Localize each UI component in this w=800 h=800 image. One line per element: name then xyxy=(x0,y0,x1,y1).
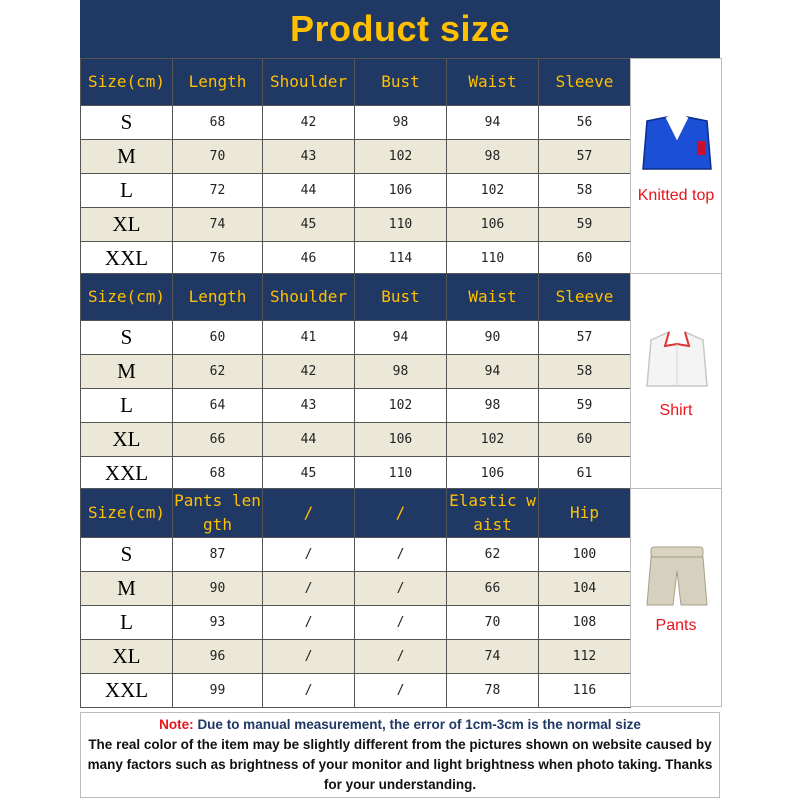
size-cell: XL xyxy=(81,423,173,457)
table-row xyxy=(81,208,631,242)
measurement-cell: 76 xyxy=(173,242,263,276)
measurement-cell: 59 xyxy=(539,208,631,242)
table-row xyxy=(81,242,631,276)
measurement-cell: 59 xyxy=(539,389,631,423)
measurement-cell: 72 xyxy=(173,174,263,208)
column-header xyxy=(263,489,355,538)
table-header-row xyxy=(81,489,631,538)
table-row xyxy=(81,140,631,174)
size-cell: S xyxy=(81,321,173,355)
measurement-cell: 98 xyxy=(355,106,447,140)
measurement-cell: 94 xyxy=(447,355,539,389)
measurement-cell: 102 xyxy=(447,423,539,457)
item-label: Shirt xyxy=(659,402,693,419)
column-header-label: Length xyxy=(188,287,247,306)
column-header-label: Shoulder xyxy=(269,72,348,91)
measurement-cell: 61 xyxy=(539,457,631,491)
column-header xyxy=(173,274,263,321)
size-cell: XXL xyxy=(81,242,173,276)
table-header-row xyxy=(81,59,631,106)
measurement-cell: / xyxy=(355,606,447,640)
measurement-cell: 62 xyxy=(173,355,263,389)
measurement-cell: 102 xyxy=(447,174,539,208)
measurement-cell: / xyxy=(355,538,447,572)
pants-image xyxy=(637,541,717,616)
column-header-label: Sleeve xyxy=(555,72,614,91)
measurement-cell: 68 xyxy=(173,106,263,140)
column-header xyxy=(539,59,631,106)
measurement-cell: 102 xyxy=(355,389,447,423)
measurement-cell: 46 xyxy=(263,242,355,276)
measurement-cell: / xyxy=(355,572,447,606)
measurement-cell: 74 xyxy=(447,640,539,674)
measurement-cell: 104 xyxy=(539,572,631,606)
measurement-cell: 64 xyxy=(173,389,263,423)
measurement-cell: 116 xyxy=(539,674,631,708)
column-header xyxy=(447,59,539,106)
measurement-cell: 94 xyxy=(355,321,447,355)
measurement-cell: 106 xyxy=(447,208,539,242)
measurement-cell: 70 xyxy=(173,140,263,174)
measurement-cell: / xyxy=(263,606,355,640)
page-title: Product size xyxy=(289,8,511,49)
measurement-cell: 42 xyxy=(263,106,355,140)
column-header xyxy=(447,274,539,321)
column-header xyxy=(263,274,355,321)
measurement-cell: 66 xyxy=(447,572,539,606)
size-table-2 xyxy=(80,273,631,491)
column-header-label: Hip xyxy=(570,503,599,522)
measurement-cell: 114 xyxy=(355,242,447,276)
column-header-label: Waist xyxy=(468,72,517,91)
size-cell: M xyxy=(81,355,173,389)
measurement-cell: 66 xyxy=(173,423,263,457)
measurement-cell: 58 xyxy=(539,355,631,389)
measurement-cell: 60 xyxy=(539,423,631,457)
column-header-label: Size(cm) xyxy=(87,287,166,306)
column-header xyxy=(173,489,263,538)
table-row xyxy=(81,640,631,674)
column-header xyxy=(81,274,173,321)
size-cell: L xyxy=(81,174,173,208)
measurement-cell: 42 xyxy=(263,355,355,389)
measurement-cell: 90 xyxy=(173,572,263,606)
measurement-cell: 41 xyxy=(263,321,355,355)
measurement-cell: 110 xyxy=(355,457,447,491)
size-cell: XL xyxy=(81,208,173,242)
size-cell: L xyxy=(81,606,173,640)
measurement-cell: 108 xyxy=(539,606,631,640)
table-row xyxy=(81,606,631,640)
measurement-cell: 106 xyxy=(355,423,447,457)
measurement-cell: 98 xyxy=(447,140,539,174)
column-header xyxy=(447,489,539,538)
measurement-cell: 102 xyxy=(355,140,447,174)
measurement-cell: 93 xyxy=(173,606,263,640)
size-cell: XL xyxy=(81,640,173,674)
measurement-cell: 60 xyxy=(173,321,263,355)
column-header xyxy=(81,489,173,538)
column-header-label: / xyxy=(303,503,314,522)
measurement-cell: 45 xyxy=(263,457,355,491)
column-header xyxy=(355,274,447,321)
table-row xyxy=(81,174,631,208)
measurement-cell: / xyxy=(263,538,355,572)
size-cell: XXL xyxy=(81,457,173,491)
measurement-cell: 43 xyxy=(263,140,355,174)
column-header-label: Pants length xyxy=(174,491,261,534)
size-cell: S xyxy=(81,538,173,572)
measurement-cell: 62 xyxy=(447,538,539,572)
measurement-cell: / xyxy=(355,640,447,674)
note-line2: The real color of the item may be slightly different from the pictures shown on website caused by many factors such as brightness of your monitor and light brightness when photo taking. Thanks for your understanding. xyxy=(87,737,713,792)
item-preview-1 xyxy=(630,58,722,277)
column-header xyxy=(81,59,173,106)
table-row xyxy=(81,457,631,491)
size-cell: M xyxy=(81,572,173,606)
measurement-cell: 57 xyxy=(539,321,631,355)
size-cell: L xyxy=(81,389,173,423)
size-table-3 xyxy=(80,488,631,708)
item-preview-2 xyxy=(630,273,722,492)
measurement-cell: 44 xyxy=(263,423,355,457)
column-header-label: Bust xyxy=(381,72,420,91)
size-cell: M xyxy=(81,140,173,174)
table-row xyxy=(81,538,631,572)
column-header-label: Waist xyxy=(468,287,517,306)
measurement-cell: 58 xyxy=(539,174,631,208)
knitted-top-image xyxy=(637,111,717,186)
measurement-cell: 74 xyxy=(173,208,263,242)
table-row xyxy=(81,355,631,389)
measurement-cell: 56 xyxy=(539,106,631,140)
measurement-cell: 43 xyxy=(263,389,355,423)
table-row xyxy=(81,106,631,140)
column-header-label: Shoulder xyxy=(269,287,348,306)
measurement-cell: 87 xyxy=(173,538,263,572)
column-header-label: Bust xyxy=(381,287,420,306)
measurement-cell: 99 xyxy=(173,674,263,708)
column-header-label: Sleeve xyxy=(555,287,614,306)
column-header-label: Elastic waist xyxy=(449,491,536,534)
measurement-cell: 98 xyxy=(355,355,447,389)
measurement-cell: 112 xyxy=(539,640,631,674)
measurement-cell: 45 xyxy=(263,208,355,242)
table-row xyxy=(81,674,631,708)
column-header xyxy=(539,489,631,538)
table-row xyxy=(81,423,631,457)
table-row xyxy=(81,321,631,355)
size-cell: XXL xyxy=(81,674,173,708)
measurement-cell: / xyxy=(263,640,355,674)
table-header-row xyxy=(81,274,631,321)
measurement-cell: 106 xyxy=(355,174,447,208)
table-row xyxy=(81,389,631,423)
column-header-label: / xyxy=(395,503,406,522)
column-header-label: Size(cm) xyxy=(87,503,166,522)
column-header-label: Length xyxy=(188,72,247,91)
item-preview-3 xyxy=(630,488,722,707)
column-header xyxy=(263,59,355,106)
column-header xyxy=(355,59,447,106)
measurement-cell: 100 xyxy=(539,538,631,572)
measurement-cell: 70 xyxy=(447,606,539,640)
measurement-cell: 90 xyxy=(447,321,539,355)
measurement-cell: 98 xyxy=(447,389,539,423)
measurement-cell: 94 xyxy=(447,106,539,140)
notes-box xyxy=(80,712,720,798)
shirt-image xyxy=(637,326,717,401)
column-header xyxy=(539,274,631,321)
measurement-cell: / xyxy=(355,674,447,708)
size-cell: S xyxy=(81,106,173,140)
column-header-label: Size(cm) xyxy=(87,72,166,91)
measurement-cell: 110 xyxy=(355,208,447,242)
measurement-cell: 110 xyxy=(447,242,539,276)
measurement-cell: 68 xyxy=(173,457,263,491)
measurement-cell: 106 xyxy=(447,457,539,491)
column-header xyxy=(355,489,447,538)
measurement-cell: 96 xyxy=(173,640,263,674)
measurement-cell: / xyxy=(263,674,355,708)
size-table-1 xyxy=(80,58,631,276)
measurement-cell: 44 xyxy=(263,174,355,208)
measurement-cell: 57 xyxy=(539,140,631,174)
measurement-cell: / xyxy=(263,572,355,606)
note-prefix: Note: xyxy=(159,717,194,732)
table-row xyxy=(81,572,631,606)
column-header xyxy=(173,59,263,106)
measurement-cell: 78 xyxy=(447,674,539,708)
item-label: Pants xyxy=(655,617,697,634)
note-line1: Due to manual measurement, the error of 1cm-3cm is the normal size xyxy=(197,717,641,732)
title-banner xyxy=(80,0,720,58)
item-label: Knitted top xyxy=(637,187,715,204)
measurement-cell: 60 xyxy=(539,242,631,276)
